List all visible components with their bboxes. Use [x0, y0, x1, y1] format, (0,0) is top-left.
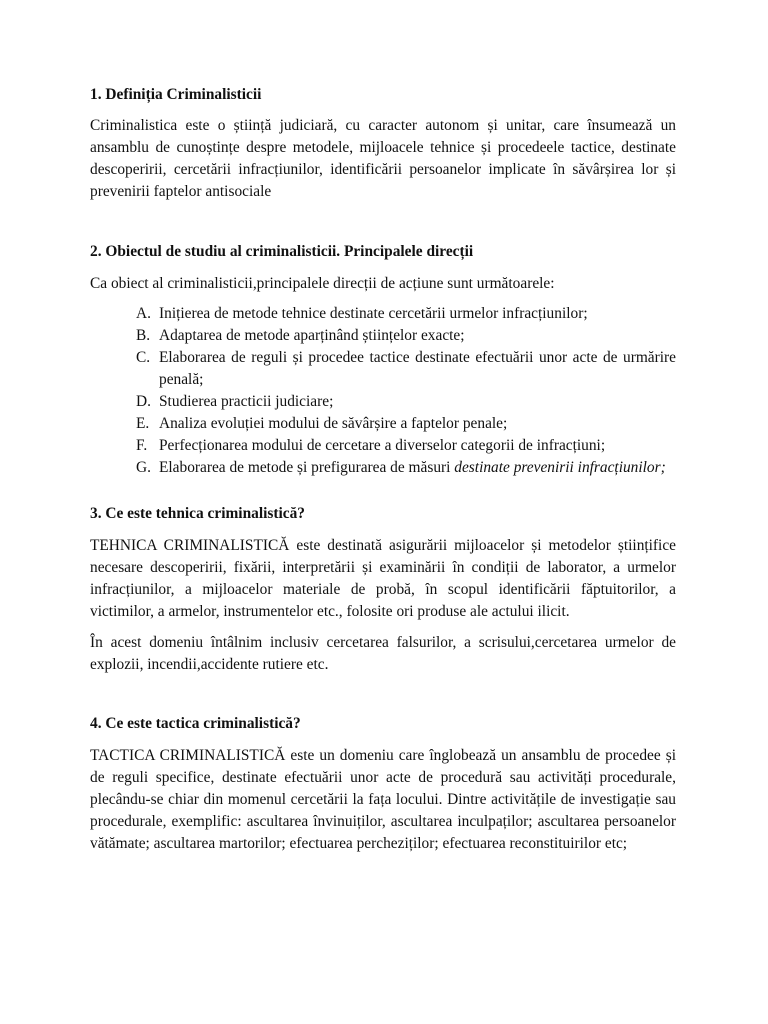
- directions-list: [136, 303, 676, 479]
- paragraph: TEHNICA CRIMINALISTICĂ este destinată asigurării mijloacelor și metodelor științifice necesare descoperirii, fixării, interpretării și examinării în condiții de laborator, a urmelor infracțiunilor, a mijloacelor materiale de probă, în scopul identificării făptuitorilor, a victimilor, a armelor, instrumentelor etc., folosite ori produse ale actului ilicit.: [90, 537, 676, 620]
- list-marker: E.: [136, 415, 150, 432]
- section-tehnica: [90, 503, 676, 676]
- list-item: [136, 347, 676, 391]
- list-marker: C.: [136, 349, 151, 366]
- section-heading: 2. Obiectul de studiu al criminalisticii. Principalele direcții: [90, 243, 474, 260]
- list-marker: F.: [136, 437, 148, 454]
- list-item-text: Analiza evoluției modului de săvârșire a faptelor penale;: [159, 415, 508, 432]
- list-item-text: Inițierea de metode tehnice destinate cercetării urmelor infracțiunilor;: [159, 305, 588, 322]
- list-item-text: [159, 457, 676, 479]
- section-heading: 3. Ce este tehnica criminalistică?: [90, 505, 305, 522]
- list-item-text: Studierea practicii judiciare;: [159, 393, 334, 410]
- list-item: [136, 457, 676, 479]
- list-item-text: Elaborarea de reguli și procedee tactice destinate efectuării unor acte de urmărire penală;: [159, 349, 676, 388]
- list-marker: D.: [136, 393, 151, 410]
- list-marker: A.: [136, 305, 151, 322]
- document-page: [90, 84, 676, 855]
- paragraph: TACTICA CRIMINALISTICĂ este un domeniu care înglobează un ansamblu de procedee și de reguli specifice, destinate efectuării unor acte de procedură sau activități procedurale, plecându-se chiar din momenul cercetării la fața locului. Dintre activitățile de investigație sau procedurale, exemplific: ascultarea învinuiților, ascultarea inculpaților; ascultarea persoanelor vătămate; ascultarea martorilor; efectuarea percheziților; efectuarea reconstituirilor etc;: [90, 747, 676, 852]
- list-item-text: Adaptarea de metode aparținând științelor exacte;: [159, 327, 465, 344]
- list-marker: G.: [136, 459, 151, 476]
- list-item-text-italic: destinate prevenirii infracțiunilor;: [454, 459, 666, 476]
- paragraph: În acest domeniu întâlnim inclusiv cercetarea falsurilor, a scrisului,cercetarea urmelor de explozii, incendii,accidente rutiere etc.: [90, 634, 676, 673]
- list-item-text-regular: Elaborarea de metode și prefigurarea de măsuri: [159, 459, 455, 476]
- section-tactica: [90, 713, 676, 855]
- list-item: [136, 391, 676, 413]
- section-obiectul: [90, 241, 676, 479]
- intro-paragraph: Ca obiect al criminalisticii,principalele direcții de acțiune sunt următoarele:: [90, 275, 555, 292]
- section-heading: 4. Ce este tactica criminalistică?: [90, 715, 301, 732]
- list-item-text: Perfecționarea modului de cercetare a diverselor categorii de infracțiuni;: [159, 437, 606, 454]
- paragraph: Criminalistica este o știință judiciară, cu caracter autonom și unitar, care însumează un ansamblu de cunoștințe despre metodele, mijloacele tehnice și procedeele tactice, destinate descoperirii, cercetării infracțiunilor, identificării persoanelor implicate în săvârșirea lor și prevenirii faptelor antisociale: [90, 117, 676, 200]
- section-heading: 1. Definiția Criminalisticii: [90, 86, 262, 103]
- list-item: [136, 303, 676, 325]
- list-marker: B.: [136, 327, 151, 344]
- list-item: [136, 413, 676, 435]
- list-item: [136, 435, 676, 457]
- list-item: [136, 325, 676, 347]
- section-definitia: [90, 84, 676, 203]
